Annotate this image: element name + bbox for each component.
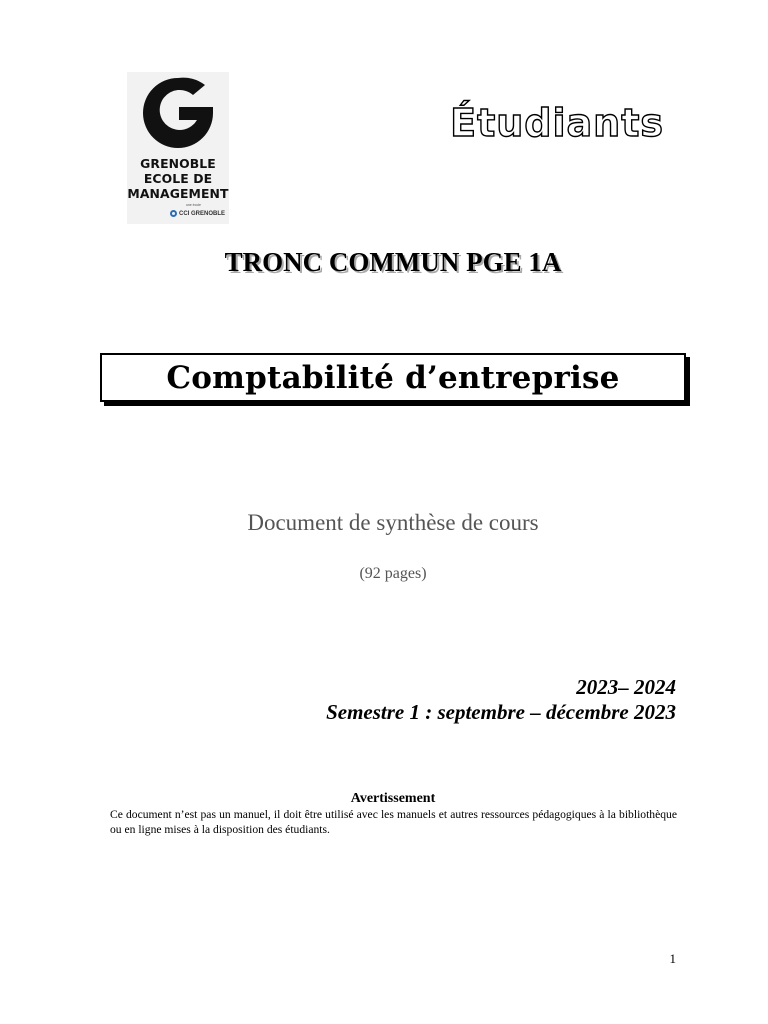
- logo-wordmark: [127, 156, 229, 201]
- logo-line-1: GRENOBLE: [140, 156, 216, 171]
- document-subtitle: Document de synthèse de cours: [247, 510, 539, 535]
- audience-heading: Étudiants: [450, 101, 664, 145]
- logo-partner-label: CCI GRENOBLE: [178, 210, 225, 217]
- course-title-box: [100, 353, 686, 402]
- warning-title: Avertissement: [350, 791, 436, 806]
- page-number: 1: [669, 951, 676, 966]
- g-logo-icon: [139, 74, 217, 152]
- program-heading: TRONC COMMUN PGE 1A: [224, 247, 562, 277]
- school-logo: [127, 72, 229, 224]
- logo-partner: [170, 210, 225, 217]
- logo-line-3: MANAGEMENT: [127, 186, 229, 201]
- warning-text: Ce document n’est pas un manuel, il doit être utilisé avec les manuels et autres ressources pédagogiques à la bibliothèque ou en ligne mises à la disposition des étudiants.: [110, 808, 677, 836]
- course-title: Comptabilité d’entreprise: [166, 359, 620, 396]
- academic-year: 2023– 2024: [576, 675, 676, 699]
- logo-line-2: ECOLE DE: [143, 171, 213, 186]
- semester: Semestre 1 : septembre – décembre 2023: [326, 700, 676, 724]
- logo-partner-small: une école: [185, 203, 201, 207]
- page-count: (92 pages): [359, 565, 427, 582]
- cci-icon: [170, 210, 177, 217]
